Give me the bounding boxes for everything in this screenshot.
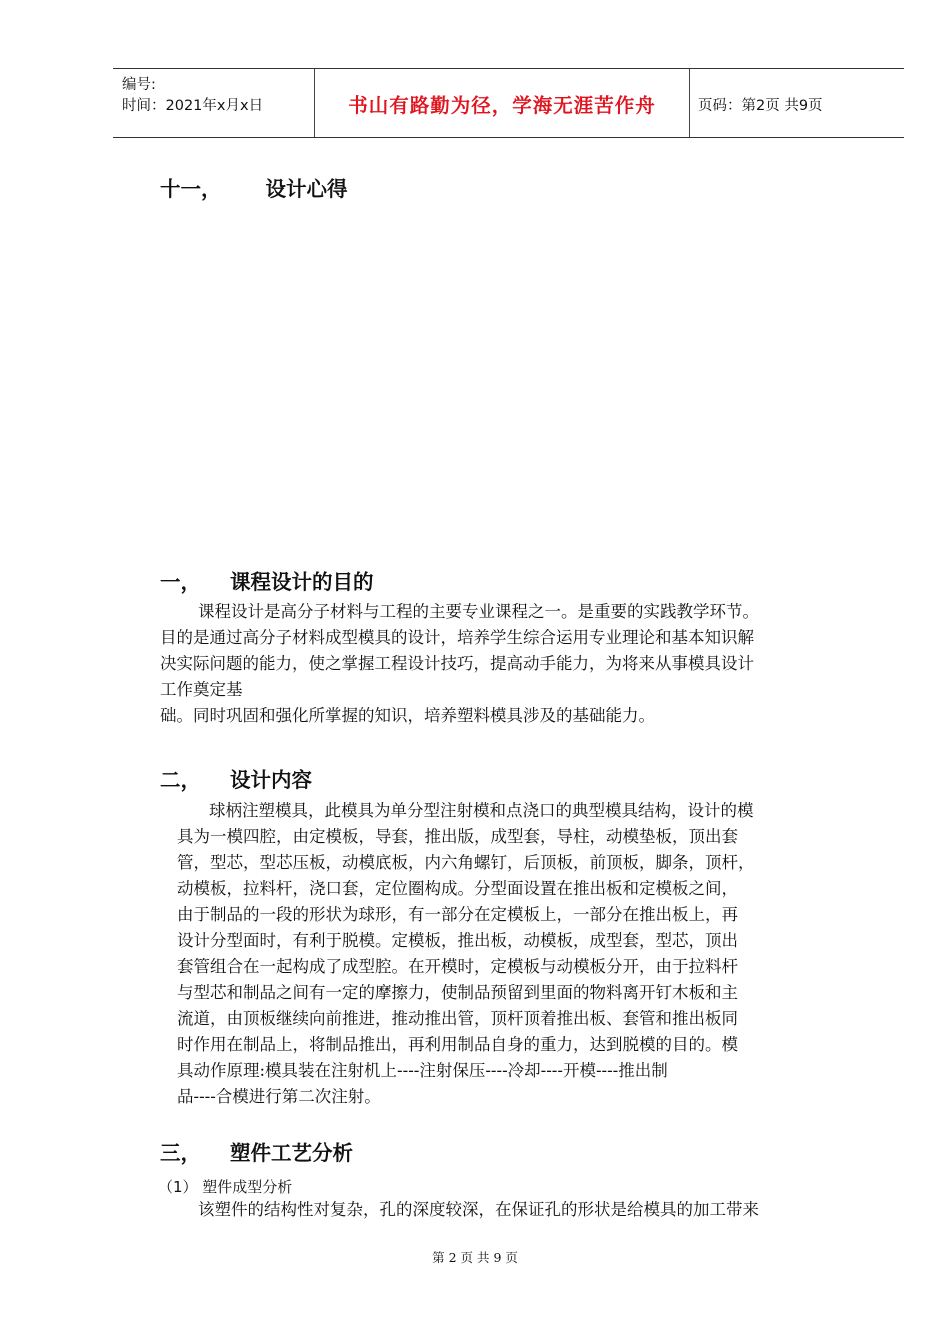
- paragraph-line: 础。同时巩固和强化所掌握的知识，培养塑料模具涉及的基础能力。: [160, 706, 655, 725]
- time-label: 时间：2021年x月x日: [122, 98, 264, 114]
- paragraph-line: 动模板，拉料杆，浇口套，定位圈构成。分型面设置在推出板和定模板之间，: [177, 879, 738, 898]
- header-motto-cell: [314, 69, 690, 137]
- page-footer: 第 2 页 共 9 页: [432, 1250, 518, 1265]
- section-number: 二，: [160, 768, 201, 792]
- section-title: 设计心得: [265, 177, 348, 201]
- page-header: [113, 68, 904, 138]
- section-title: 课程设计的目的: [230, 570, 374, 594]
- paragraph-line: 球柄注塑模具，此模具为单分型注射模和点浇口的典型模具结构，设计的模: [209, 801, 754, 820]
- number-label: 编号:: [122, 77, 156, 93]
- section-11-heading: [160, 172, 348, 202]
- paragraph-line: 品----合模进行第二次注射。: [177, 1087, 381, 1106]
- paragraph-line: 由于制品的一段的形状为球形，有一部分在定模板上，一部分在推出板上，再: [177, 905, 738, 924]
- section-title: 塑件工艺分析: [230, 1141, 353, 1165]
- paragraph-line: 具动作原理:模具装在注射机上----注射保压----冷却----开模----推出制: [177, 1061, 668, 1080]
- section-number: 十一，: [160, 177, 222, 201]
- header-meta: [113, 69, 314, 137]
- paragraph-line: 与型芯和制品之间有一定的摩擦力，使制品预留到里面的物料离开钉木板和主: [177, 983, 738, 1002]
- section-2-body: [177, 798, 755, 1110]
- section-1-heading: [160, 565, 374, 595]
- paragraph-line: 管，型芯，型芯压板，动模底板，内六角螺钉，后顶板，前顶板，脚条，顶杆，: [177, 853, 755, 872]
- header-motto: 书山有路勤为径，学海无涯苦作舟: [348, 94, 656, 117]
- paragraph-line: 课程设计是高分子材料与工程的主要专业课程之一。是重要的实践教学环节。: [198, 602, 759, 621]
- paragraph-line: 具为一模四腔，由定模板，导套，推出版，成型套，导柱，动模垫板，顶出套: [177, 827, 738, 846]
- paragraph-line: 流道，由顶板继续向前推进，推动推出管，顶杆顶着推出板、套管和推出板同: [177, 1009, 738, 1028]
- section-3-heading: [160, 1136, 353, 1166]
- paragraph-line: 设计分型面时，有利于脱模。定模板，推出板，动模板，成型套，型芯，顶出: [177, 931, 738, 950]
- header-page-cell: [689, 69, 904, 137]
- section-2-heading: [160, 763, 312, 793]
- section-number: 三，: [160, 1141, 201, 1165]
- paragraph-line: 套管组合在一起构成了成型腔。在开模时，定模板与动模板分开，由于拉料杆: [177, 957, 738, 976]
- paragraph-line: 工作奠定基: [160, 680, 243, 699]
- paragraph-line: 时作用在制品上，将制品推出，再利用制品自身的重力，达到脱模的目的。模: [177, 1035, 738, 1054]
- section-3-subheading: （1） 塑件成型分析: [158, 1178, 293, 1196]
- paragraph-line: 目的是通过高分子材料成型模具的设计，培养学生综合运用专业理论和基本知识解: [160, 628, 754, 647]
- paragraph-line: 决实际问题的能力，使之掌握工程设计技巧，提高动手能力，为将来从事模具设计: [160, 654, 754, 673]
- section-number: 一，: [160, 570, 201, 594]
- paragraph-line: 该塑件的结构性对复杂，孔的深度较深，在保证孔的形状是给模具的加工带来: [198, 1200, 759, 1219]
- section-3-body: [198, 1197, 759, 1223]
- section-1-body: [160, 599, 759, 729]
- section-title: 设计内容: [230, 768, 312, 792]
- header-page-info: 页码：第2页 共9页: [698, 98, 823, 114]
